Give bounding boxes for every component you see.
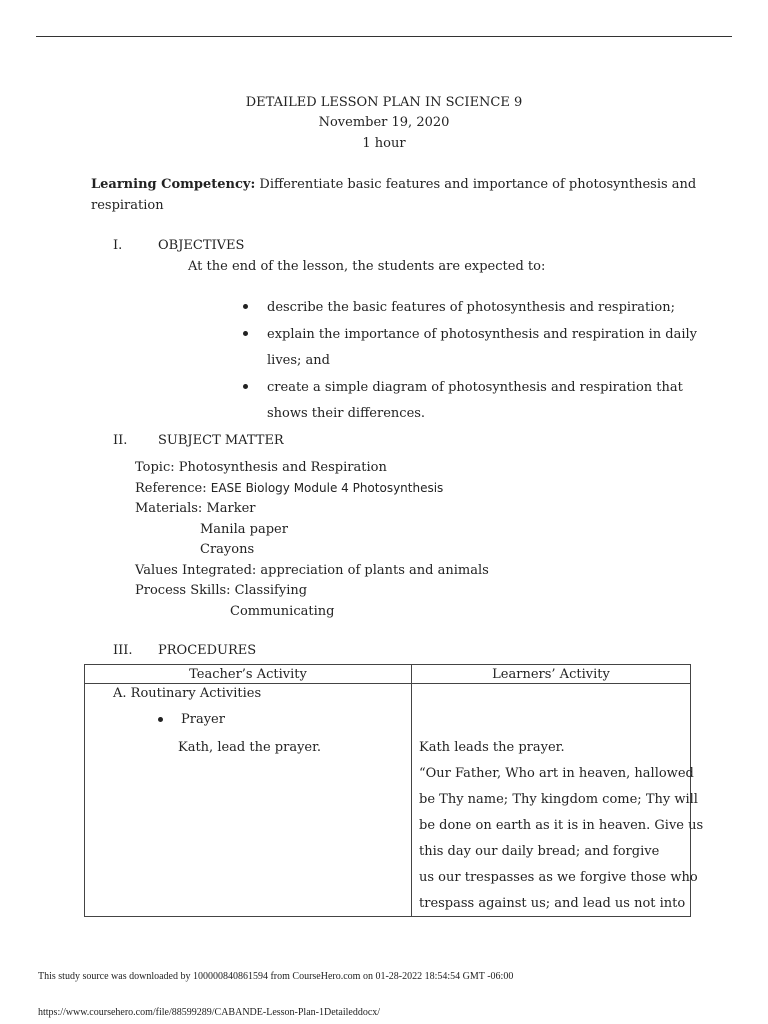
materials-item: Manila paper bbox=[200, 522, 288, 537]
learning-competency bbox=[91, 177, 696, 192]
subject-matter-heading: SUBJECT MATTER bbox=[158, 433, 284, 448]
competency-text: Differentiate basic features and importance of photosynthesis and bbox=[259, 177, 697, 192]
process-skills-item: Communicating bbox=[230, 604, 335, 619]
prayer-instruction: Kath, lead the prayer. bbox=[178, 740, 322, 755]
routinary-activities: A. Routinary Activities bbox=[113, 686, 262, 701]
teacher-activity-header: Teacher’s Activity bbox=[85, 665, 412, 684]
procedures-table bbox=[84, 664, 704, 917]
learner-line: Kath leads the prayer. bbox=[419, 740, 565, 755]
source-url[interactable]: https://www.coursehero.com/file/88599289/CABANDE-Lesson-Plan-1Detaileddocx/ bbox=[38, 1007, 381, 1018]
competency-label: Learning Competency: bbox=[91, 177, 256, 192]
teacher-activity-cell bbox=[85, 684, 412, 917]
objectives-heading: OBJECTIVES bbox=[158, 238, 245, 253]
objective-item-continued: lives; and bbox=[267, 353, 330, 368]
learners-activity-cell bbox=[412, 684, 704, 917]
learners-activity-header: Learners’ Activity bbox=[412, 665, 691, 684]
table-header-row bbox=[85, 665, 691, 684]
procedures-heading: PROCEDURES bbox=[158, 643, 257, 658]
learner-line: “Our Father, Who art in heaven, hallowed bbox=[419, 766, 694, 781]
values-line: Values Integrated: appreciation of plants and animals bbox=[135, 563, 489, 578]
learner-line: be Thy name; Thy kingdom come; Thy will bbox=[419, 792, 698, 807]
objective-item-continued: shows their differences. bbox=[267, 406, 426, 421]
document-title: DETAILED LESSON PLAN IN SCIENCE 9 bbox=[245, 95, 523, 110]
learner-line: be done on earth as it is in heaven. Give us bbox=[419, 818, 704, 833]
reference-label: Reference: bbox=[135, 481, 207, 496]
reference-line bbox=[135, 481, 443, 496]
objective-item: create a simple diagram of photosynthesis and respiration that bbox=[267, 380, 683, 395]
bullet-icon bbox=[243, 304, 248, 309]
materials-line: Materials: Marker bbox=[135, 501, 256, 516]
download-notice: This study source was downloaded by 100000840861594 from CourseHero.com on 01-28-2022 18:54:54 GMT -06:00 bbox=[38, 971, 514, 982]
objectives-numeral: I. bbox=[113, 238, 123, 253]
table-row bbox=[85, 684, 691, 917]
document-duration: 1 hour bbox=[362, 136, 406, 151]
topic-line: Topic: Photosynthesis and Respiration bbox=[135, 460, 387, 475]
document-date: November 19, 2020 bbox=[318, 115, 450, 130]
bullet-icon bbox=[243, 331, 248, 336]
top-rule bbox=[36, 36, 732, 37]
learner-line: trespass against us; and lead us not into bbox=[419, 896, 686, 911]
bullet-icon bbox=[243, 384, 248, 389]
objective-item: explain the importance of photosynthesis and respiration in daily bbox=[267, 327, 698, 342]
process-skills-line: Process Skills: Classifying bbox=[135, 583, 308, 598]
learner-line: us our trespasses as we forgive those who bbox=[419, 870, 698, 885]
competency-text-continued: respiration bbox=[91, 198, 164, 213]
reference-value: EASE Biology Module 4 Photosynthesis bbox=[210, 481, 444, 495]
bullet-icon bbox=[158, 717, 163, 722]
materials-item: Crayons bbox=[200, 542, 255, 557]
objectives-intro: At the end of the lesson, the students are expected to: bbox=[188, 259, 546, 274]
prayer-item: Prayer bbox=[181, 712, 225, 727]
objective-item: describe the basic features of photosynthesis and respiration; bbox=[267, 300, 676, 315]
procedures-numeral: III. bbox=[113, 643, 133, 658]
subject-matter-numeral: II. bbox=[113, 433, 128, 448]
learner-line: this day our daily bread; and forgive bbox=[419, 844, 660, 859]
